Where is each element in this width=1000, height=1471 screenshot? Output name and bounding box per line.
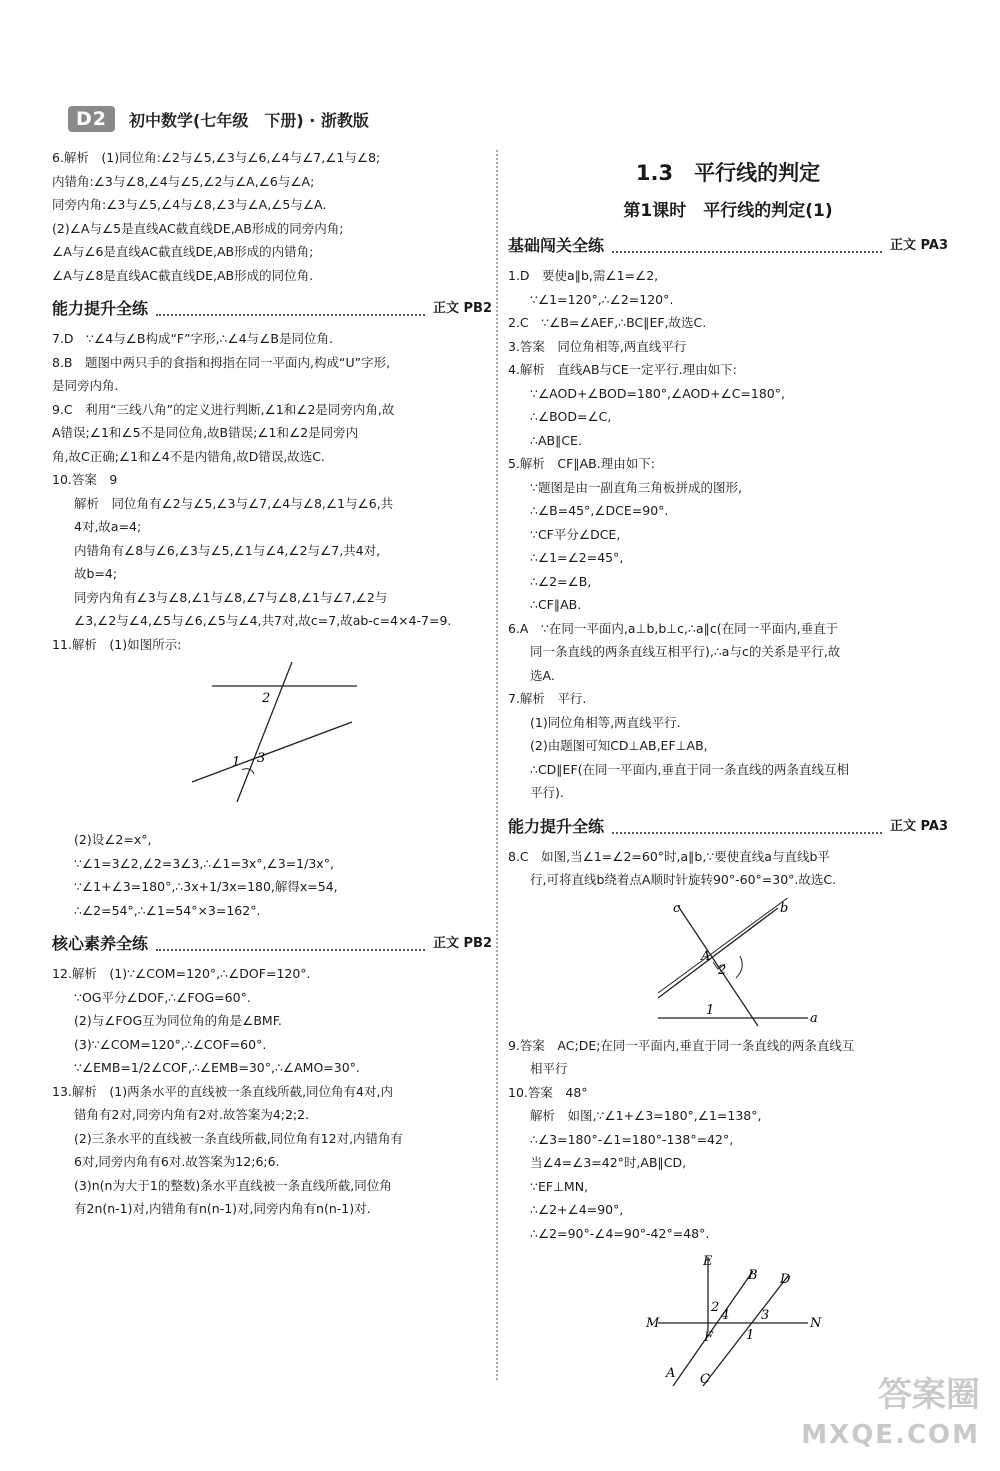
text-line: ∴AB∥CE. (530, 432, 582, 448)
figure-rotation-lines (508, 898, 948, 1028)
book-title: 初中数学(七年级 下册) · 浙教版 (129, 110, 369, 130)
section-ref: 正文 PB2 (432, 301, 492, 317)
text-line: 13.解析 (1)两条水平的直线被一条直线所截,同位角有4对,内 (52, 1083, 393, 1099)
section-header-ability (52, 295, 492, 323)
text-line: 平行). (530, 785, 564, 800)
q1-q7-block (508, 264, 948, 805)
text-line: 选A. (530, 667, 555, 683)
text-line: 6.解析 (1)同位角:∠2与∠5,∠3与∠6,∠4与∠7,∠1与∠8; (52, 150, 381, 165)
line-label: c (673, 900, 681, 916)
point-label: M (646, 1316, 660, 1331)
text-line: 有2n(n-1)对,内错角有n(n-1)对,同旁内角有n(n-1)对. (74, 1201, 371, 1216)
q8-block (508, 845, 948, 892)
text-line: ∠3,∠2与∠4,∠5与∠6,∠5与∠4,共7对,故c=7,故ab-c=4×4-7=9. (74, 613, 452, 628)
angle-label: 3 (257, 751, 266, 766)
text-line: ∴∠3=180°-∠1=180°-138°=42°, (530, 1131, 734, 1147)
text-line: ∵∠1=3∠2,∠2=3∠3,∴∠1=3x°,∠3=1/3x°, (74, 855, 334, 871)
text-line: ∵∠EMB=1/2∠COF,∴∠EMB=30°,∴∠AMO=30°. (74, 1060, 360, 1075)
text-line: ∵CF平分∠DCE, (530, 526, 621, 542)
dotted-leader (156, 937, 425, 951)
text-line: 9.答案 AC;DE;在同一平面内,垂直于同一条直线的两条直线互 (508, 1037, 855, 1053)
text-line: 7.D ∵∠4与∠B构成“F”字形,∴∠4与∠B是同位角. (52, 331, 333, 346)
text-line: 行,可将直线b绕着点A顺时针旋转90°-60°=30°.故选C. (530, 872, 837, 887)
text-line: 3.答案 同位角相等,两直线平行 (508, 338, 687, 354)
text-line: 8.C 如图,当∠1=∠2=60°时,a∥b,∵要使直线a与直线b平 (508, 848, 830, 864)
text-line: 相平行 (530, 1061, 568, 1076)
section-ref: 正文 PA3 (890, 238, 948, 254)
q7-q11-block (52, 327, 492, 656)
text-line: ∴∠2=90°-∠4=90°-42°=48°. (530, 1225, 710, 1241)
q6-block (52, 146, 492, 287)
text-line: 解析 同位角有∠2与∠5,∠3与∠7,∠4与∠8,∠1与∠6,共 (74, 495, 394, 511)
text-line: (2)∠A与∠5是直线AC截直线DE,AB形成的同旁内角; (52, 220, 344, 236)
right-column (508, 146, 948, 1397)
dotted-leader (156, 302, 425, 316)
text-line: ∠A与∠6是直线AC截直线DE,AB形成的内错角; (52, 244, 314, 259)
text-line: 1.D 要使a∥b,需∠1=∠2, (508, 268, 659, 283)
text-line: 当∠4=∠3=42°时,AB∥CD, (530, 1155, 687, 1170)
angle-label: 2 (718, 962, 727, 978)
page-badge: D2 (68, 106, 115, 132)
text-line: 10.答案 48° (508, 1084, 588, 1100)
angle-label: 2 (711, 1300, 720, 1315)
text-line: 内错角有∠8与∠6,∠3与∠5,∠1与∠4,∠2与∠7,共4对, (74, 542, 381, 558)
angle-label: 1 (746, 1328, 755, 1343)
text-line: 故b=4; (74, 566, 118, 581)
text-line: (2)由题图可知CD⊥AB,EF⊥AB, (530, 738, 708, 753)
text-line: 11.解析 (1)如图所示: (52, 636, 182, 652)
point-label: N (810, 1316, 822, 1331)
lesson-heading: 第1课时 平行线的判定(1) (623, 201, 833, 221)
page-header (68, 104, 369, 134)
text-line: (3)n(n为大于1的整数)条水平直线被一条直线所截,同位角 (74, 1177, 392, 1193)
text-line: 同旁内角:∠3与∠5,∠4与∠8,∠3与∠A,∠5与∠A. (52, 197, 327, 212)
section-ref: 正文 PA3 (890, 818, 948, 834)
text-line: 6.A ∵在同一平面内,a⊥b,b⊥c,∴a∥c(在同一平面内,垂直于 (508, 620, 839, 636)
point-label: E (703, 1254, 713, 1269)
text-line: ∵∠1+∠3=180°,∴3x+1/3x=180,解得x=54, (74, 879, 338, 894)
section-header-core (52, 930, 492, 958)
section-header-basic (508, 232, 948, 260)
text-line: 错角有2对,同旁内角有2对.故答案为4;2;2. (74, 1107, 310, 1122)
section-heading: 1.3 平行线的判定 (635, 161, 821, 185)
text-line: A错误;∠1和∠5不是同位角,故B错误;∠1和∠2是同旁内 (52, 425, 359, 440)
section-title: 核心素养全练 (52, 934, 149, 954)
text-line: ∴∠2+∠4=90°, (530, 1202, 624, 1217)
text-line: ∠A与∠8是直线AC截直线DE,AB形成的同位角. (52, 267, 314, 283)
text-line: 6对,同旁内角有6对.故答案为12;6;6. (74, 1154, 280, 1169)
text-line: 解析 如图,∵∠1+∠3=180°,∠1=138°, (530, 1108, 762, 1123)
text-line: (1)同位角相等,两直线平行. (530, 714, 681, 730)
text-line: ∵∠1=120°,∴∠2=120°. (530, 291, 674, 307)
text-line: 角,故C正确;∠1和∠4不是内错角,故D错误,故选C. (52, 448, 326, 464)
text-line: 4.解析 直线AB与CE一定平行.理由如下: (508, 362, 737, 377)
text-line: ∵题图是由一副直角三角板拼成的图形, (530, 479, 742, 495)
text-line: 同旁内角有∠3与∠8,∠1与∠8,∠7与∠8,∠1与∠7,∠2与 (74, 589, 388, 605)
text-line: 5.解析 CF∥AB.理由如下: (508, 456, 655, 471)
q11b-block (52, 828, 492, 922)
watermark-logo (801, 1375, 980, 1455)
left-column (52, 146, 492, 1221)
text-line: ∴CD∥EF(在同一平面内,垂直于同一条直线的两条直线互相 (530, 761, 849, 777)
watermark-text: 答案圈 (878, 1375, 980, 1415)
section-header-ability (508, 813, 948, 841)
point-label: D (780, 1272, 791, 1287)
section-title: 基础闯关全练 (508, 236, 605, 256)
text-line: 是同旁内角. (52, 378, 119, 393)
section-title: 能力提升全练 (52, 299, 149, 319)
angle-label: 4 (721, 1308, 730, 1323)
text-line: ∵OG平分∠DOF,∴∠FOG=60°. (74, 989, 251, 1005)
text-line: (2)设∠2=x°, (74, 832, 152, 847)
text-line: (3)∵∠COM=120°,∴∠COF=60°. (74, 1036, 267, 1052)
text-line: 12.解析 (1)∵∠COM=120°,∴∠DOF=120°. (52, 966, 311, 981)
q12-q13-block (52, 962, 492, 1221)
text-line: 2.C ∵∠B=∠AEF,∴BC∥EF,故选C. (508, 315, 707, 330)
text-line: 同一条直线的两条直线互相平行),∴a与c的关系是平行,故 (530, 644, 841, 659)
text-line: (2)与∠FOG互为同位角的角是∠BMF. (74, 1013, 282, 1028)
angle-label: 1 (232, 755, 241, 770)
text-line: 8.B 题图中两只手的食指和拇指在同一平面内,构成“U”字形, (52, 354, 391, 370)
text-line: ∴∠1=∠2=45°, (530, 550, 624, 565)
text-line: ∵∠AOD+∠BOD=180°,∠AOD+∠C=180°, (530, 385, 785, 401)
point-label: C (700, 1372, 710, 1387)
text-line: ∵EF⊥MN, (530, 1178, 589, 1194)
point-label: F (704, 1330, 714, 1345)
text-line: ∴∠B=45°,∠DCE=90°. (530, 503, 669, 518)
watermark-url: MXQE.COM (801, 1420, 980, 1450)
dotted-leader (612, 239, 882, 253)
point-label: B (748, 1268, 758, 1283)
figure-parallel-lines (508, 1251, 948, 1391)
text-line: 内错角:∠3与∠8,∠4与∠5,∠2与∠A,∠6与∠A; (52, 173, 315, 189)
angle-label: 2 (262, 691, 271, 706)
text-line: (2)三条水平的直线被一条直线所截,同位角有12对,内错角有 (74, 1130, 404, 1146)
q9-q10-block (508, 1034, 948, 1246)
text-line: 4对,故a=4; (74, 519, 142, 534)
angle-label: 3 (761, 1308, 770, 1323)
text-line: 7.解析 平行. (508, 691, 587, 706)
figure-intersecting-lines (52, 662, 492, 822)
section-title: 能力提升全练 (508, 816, 605, 836)
point-label: A (666, 1366, 676, 1381)
section-ref: 正文 PB2 (432, 936, 492, 952)
text-line: 9.C 利用“三线八角”的定义进行判断,∠1和∠2是同旁内角,故 (52, 401, 395, 417)
text-line: ∴∠2=∠B, (530, 573, 592, 589)
text-line: ∴CF∥AB. (530, 597, 582, 612)
line-label: a (810, 1010, 818, 1026)
angle-label: 1 (706, 1002, 715, 1018)
dotted-leader (612, 820, 882, 834)
text-line: 10.答案 9 (52, 472, 118, 487)
text-line: ∴∠2=54°,∴∠1=54°×3=162°. (74, 902, 261, 918)
column-divider (496, 150, 498, 1380)
point-label: A (701, 948, 711, 964)
line-label: b (780, 900, 789, 916)
text-line: ∴∠BOD=∠C, (530, 409, 612, 424)
